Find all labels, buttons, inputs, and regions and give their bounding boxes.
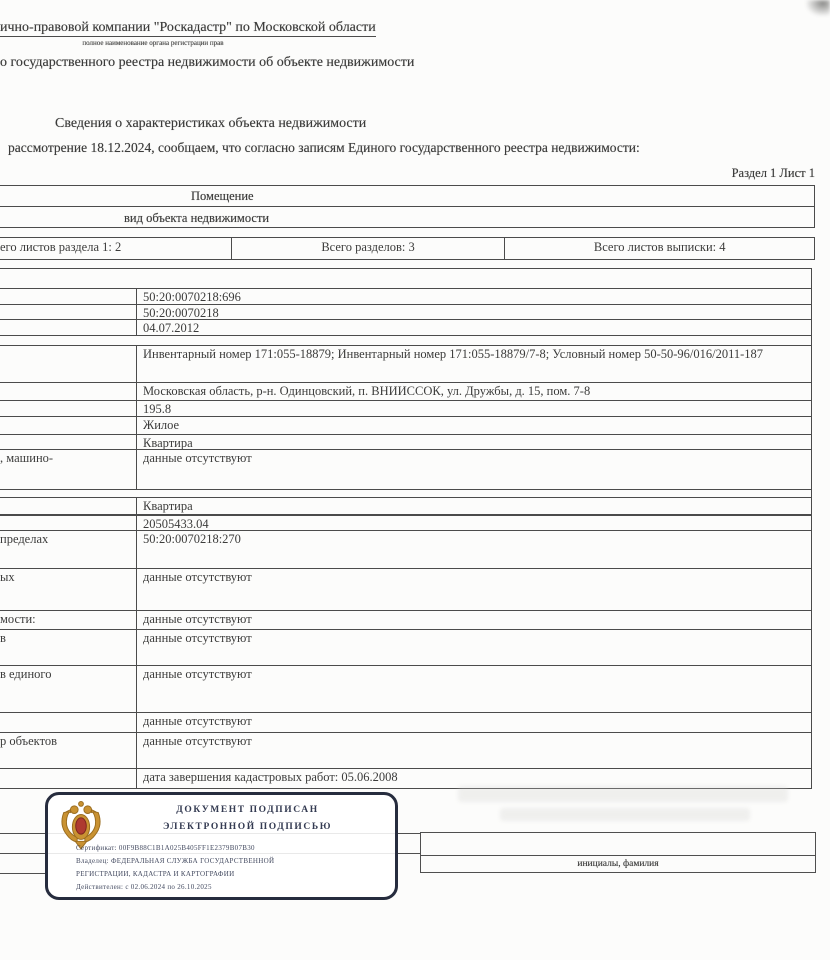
row-value: Московская область, р-н. Одинцовский, п. ВНИИССОК, ул. Дружбы, д. 15, пом. 7-8 bbox=[143, 384, 591, 398]
table-row bbox=[0, 569, 811, 611]
object-type-table bbox=[0, 185, 815, 228]
table-row bbox=[0, 666, 811, 713]
table-row bbox=[0, 630, 811, 666]
row-value bbox=[0, 490, 811, 497]
sheets-cell-section: его листов раздела 1: 2 bbox=[0, 238, 232, 259]
row-value: 195.8 bbox=[143, 402, 172, 416]
row-label-fragment: , машино- bbox=[0, 450, 137, 489]
stamp-validity: Действителен: с 02.06.2024 по 26.10.2025 bbox=[76, 883, 212, 891]
table-row bbox=[0, 336, 811, 346]
object-type-row bbox=[0, 186, 814, 207]
section-sheet-label: Раздел 1 Лист 1 bbox=[731, 166, 815, 180]
org-name-caption: полное наименование органа регистрации прав bbox=[82, 39, 224, 47]
row-value: 50:20:0070218:696 bbox=[143, 290, 241, 304]
row-value: данные отсутствуют bbox=[143, 734, 252, 748]
row-label-fragment bbox=[0, 401, 137, 416]
stamp-title-line1: ДОКУМЕНТ ПОДПИСАН bbox=[176, 805, 319, 815]
row-value: 50:20:0070218 bbox=[143, 306, 219, 319]
row-label-fragment: пределах bbox=[0, 531, 137, 568]
table-row bbox=[0, 490, 811, 498]
row-value bbox=[0, 336, 811, 345]
row-value: Жилое bbox=[143, 418, 180, 432]
row-label-fragment: р объектов bbox=[0, 733, 137, 768]
row-label-fragment bbox=[0, 498, 137, 514]
stamp-certificate: Сертификат: 00F9B88C1B1A025B405FF1E2379B07B30 bbox=[76, 844, 255, 852]
sheets-cell-total-sections: Всего разделов: 3 bbox=[232, 238, 506, 259]
row-label-fragment bbox=[0, 305, 137, 319]
row-value: Инвентарный номер 171:055-18879; Инвентарный номер 171:055-18879/7-8; Условный номер 50-50-96/016/2011-187 bbox=[143, 347, 764, 361]
stamp-owner-line2: РЕГИСТРАЦИИ, КАДАСТРА И КАРТОГРАФИИ bbox=[76, 870, 235, 878]
table-row bbox=[0, 515, 811, 531]
row-value: Квартира bbox=[143, 499, 193, 513]
row-value: данные отсутствуют bbox=[143, 667, 252, 681]
table-row bbox=[0, 346, 811, 383]
row-value: 50:20:0070218:270 bbox=[143, 532, 241, 546]
row-label-fragment bbox=[0, 289, 137, 304]
stamp-owner-line1: Владелец: ФЕДЕРАЛЬНАЯ СЛУЖБА ГОСУДАРСТВЕННОЙ bbox=[76, 857, 275, 865]
rosreestr-emblem-icon bbox=[58, 800, 104, 850]
row-label-fragment bbox=[0, 435, 137, 449]
row-label-fragment bbox=[0, 320, 137, 335]
table-row bbox=[0, 450, 811, 490]
signature-caption: инициалы, фамилия bbox=[577, 859, 659, 869]
table-row bbox=[0, 611, 811, 630]
object-type-value: Помещение bbox=[191, 189, 254, 203]
row-value: данные отсутствуют bbox=[143, 451, 252, 465]
e-signature-stamp bbox=[45, 792, 398, 900]
table-row bbox=[0, 401, 811, 417]
request-line: рассмотрение 18.12.2024, сообщаем, что согласно записям Единого государственного реестра недвижимости: bbox=[8, 140, 640, 155]
row-value: данные отсутствуют bbox=[143, 570, 252, 584]
table-row bbox=[0, 531, 811, 569]
row-label-fragment bbox=[0, 713, 137, 732]
registry-title-line: о государственного реестра недвижимости об объекте недвижимости bbox=[0, 55, 415, 70]
org-name-underlined: ично-правовой компании "Роскадастр" по Московской области bbox=[0, 20, 376, 35]
section-title: Сведения о характеристиках объекта недвижимости bbox=[55, 116, 367, 131]
row-value: дата завершения кадастровых работ: 05.06.2008 bbox=[143, 770, 398, 784]
row-value: 04.07.2012 bbox=[143, 321, 200, 335]
row-label-fragment bbox=[0, 346, 137, 382]
table-row bbox=[0, 269, 811, 289]
table-row bbox=[0, 435, 811, 450]
signature-line bbox=[0, 873, 45, 874]
main-table bbox=[0, 268, 812, 789]
table-row bbox=[0, 320, 811, 336]
row-label-fragment: ых bbox=[0, 569, 137, 610]
row-value: данные отсутствуют bbox=[143, 714, 252, 728]
row-value: Квартира bbox=[143, 436, 193, 449]
row-value: данные отсутствуют bbox=[143, 631, 252, 645]
faint-watermark bbox=[500, 808, 750, 821]
org-name-line bbox=[0, 20, 376, 36]
row-label-fragment: в единого bbox=[0, 666, 137, 712]
sheets-summary-table bbox=[0, 237, 815, 260]
sheets-cell-total-sheets: Всего листов выписки: 4 bbox=[593, 240, 726, 254]
table-row bbox=[0, 305, 811, 320]
stamp-title-line2: ЭЛЕКТРОННОЙ ПОДПИСЬЮ bbox=[162, 822, 332, 832]
signature-box-divider bbox=[421, 855, 815, 856]
table-row bbox=[0, 498, 811, 515]
row-label-fragment bbox=[0, 516, 137, 530]
row-value bbox=[0, 269, 811, 288]
row-label-fragment: в bbox=[0, 630, 137, 665]
faint-watermark bbox=[458, 786, 788, 802]
object-type-caption: вид объекта недвижимости bbox=[124, 211, 270, 225]
table-row bbox=[0, 713, 811, 733]
table-row bbox=[0, 733, 811, 769]
table-row bbox=[0, 383, 811, 401]
row-value: 20505433.04 bbox=[143, 517, 209, 530]
signature-box bbox=[420, 832, 816, 873]
row-label-fragment bbox=[0, 417, 137, 434]
table-row bbox=[0, 289, 811, 305]
scan-smudge bbox=[806, 0, 830, 16]
row-label-fragment bbox=[0, 769, 137, 788]
row-label-fragment bbox=[0, 383, 137, 400]
row-value: данные отсутствуют bbox=[143, 612, 252, 626]
row-label-fragment: мости: bbox=[0, 611, 137, 629]
table-row bbox=[0, 417, 811, 435]
